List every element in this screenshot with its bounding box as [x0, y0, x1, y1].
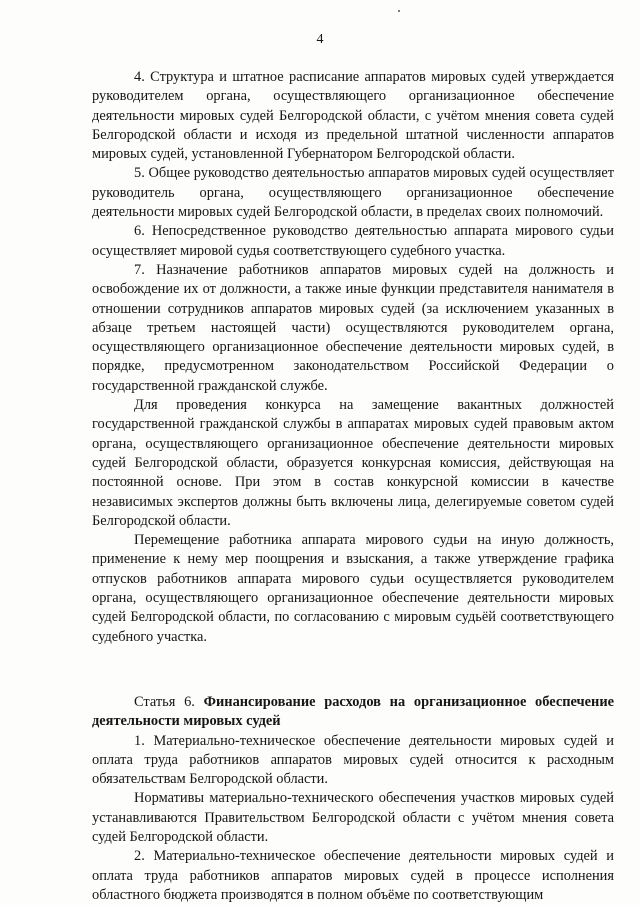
paragraph-competition-commission: Для проведения конкурса на замещение вакантных должностей государственной гражданской службы в аппаратах мировых судей правовым актом органа, осуществляющего организационное обеспечение деятельности мировых судей Белгородской области, образуется конкурсная комиссия, действующая на постоянной основе. При этом в состав конкурсной комиссии в качестве независимых экспертов должны быть включены лица, делегируемые советом судей Белгородской области.	[92, 397, 614, 529]
paragraph-article6-part-2: 2. Материально-техническое обеспечение деятельности мировых судей и оплата труда работников аппаратов мировых судей в процессе исполнения областного бюджета производятся в полном объёме по соответствующим	[92, 848, 614, 903]
page-number: 4	[316, 32, 324, 47]
article-label: Статья 6.	[134, 693, 195, 710]
paragraph-part-4: 4. Структура и штатное расписание аппаратов мировых судей утверждается руководителем органа, осуществляющего организационное обеспечение деятельности мировых судей Белгородской области, с учётом мнения совета судей Белгородской области и исходя из предельной штатной численности аппаратов мировых судей, установленной Губернатором Белгородской области.	[92, 69, 614, 163]
paragraph-staff-transfer: Перемещение работника аппарата мирового судьи на иную должность, применение к нему мер поощрения и взыскания, а также утверждение графика отпусков работников аппарата мирового судьи осуществляется руководителем органа, осуществляющего организационное обеспечение деятельности мировых судей Белгородской области, по согласованию с мировым судьёй соответствующего судебного участка.	[92, 532, 614, 645]
scan-speck	[398, 10, 400, 12]
article-title: Финансирование расходов на организационное обеспечение деятельности мировых судей	[92, 693, 614, 730]
paragraph-part-5: 5. Общее руководство деятельностью аппаратов мировых судей осуществляет руководитель органа, осуществляющего организационное обеспечение деятельности мировых судей Белгородской области, в пределах своих полномочий.	[92, 165, 614, 221]
paragraph-article6-standards: Нормативы материально-технического обеспечения участков мировых судей устанавливаются Правительством Белгородской области с учётом мнения совета судей Белгородской области.	[92, 790, 614, 845]
paragraph-article6-part-1: 1. Материально-техническое обеспечение деятельности мировых судей и оплата труда работников аппаратов мировых судей относится к расходным обязательствам Белгородской области.	[92, 732, 614, 788]
paragraph-part-7: 7. Назначение работников аппаратов мировых судей на должность и освобождение их от должности, а также иные функции представителя нанимателя в отношении сотрудников аппаратов мировых судей (за исключением указанных в абзаце третьем настоящей части) осуществляются руководителем органа, осуществляющего организационное обеспечение деятельности мировых судей, в порядке, предусмотренном законодательством Российской Федерации о государственной гражданской службе.	[92, 261, 614, 394]
article-heading	[92, 693, 614, 732]
paragraph-part-6: 6. Непосредственное руководство деятельностью аппарата мирового судьи осуществляет мировой судья соответствующего судебного участка.	[92, 223, 614, 259]
document-body	[92, 68, 614, 905]
